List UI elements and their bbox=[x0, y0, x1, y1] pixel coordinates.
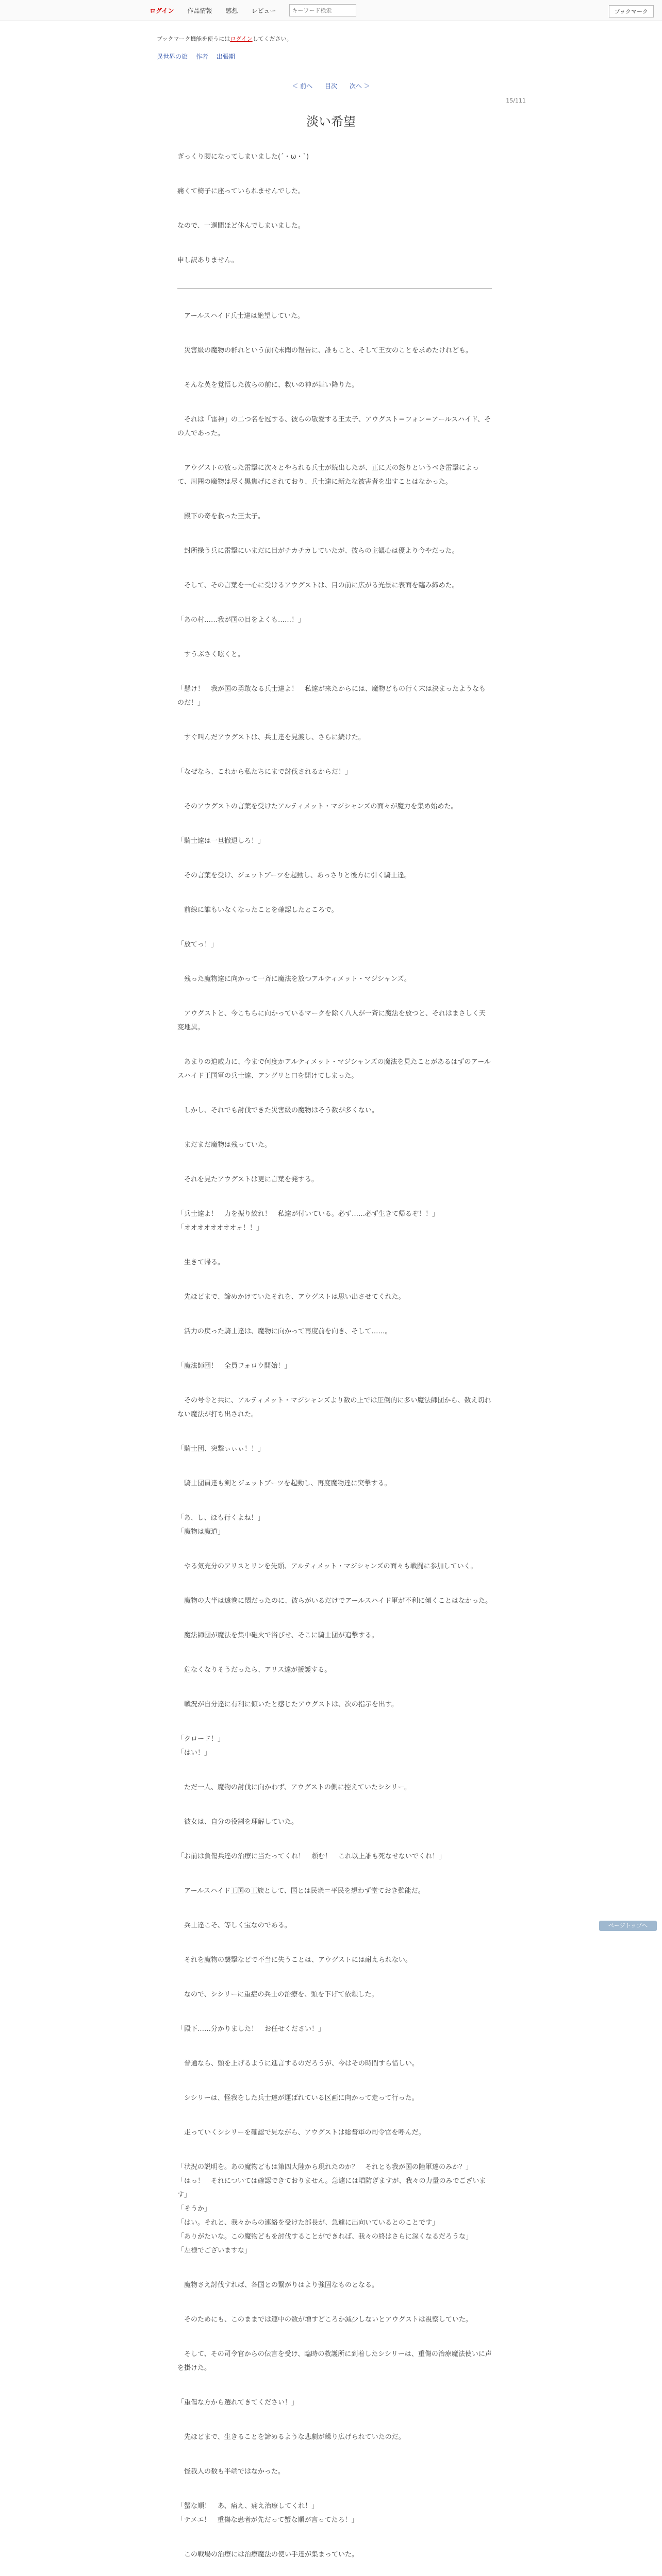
story-paragraph: 前線に誰もいなくなったことを確認したところで。 bbox=[177, 906, 338, 914]
story-paragraph: その言葉を受け、ジェットブーツを起動し、あっさりと後方に引く騎士達。 bbox=[177, 872, 411, 879]
preface-line: なので、一週間ほど休んでしまいました。 bbox=[177, 222, 305, 230]
nav-item-impressions[interactable]: 感想 bbox=[225, 7, 238, 14]
story-paragraph: 「放てっ！」 bbox=[177, 941, 218, 948]
table-of-contents-link[interactable]: 目次 bbox=[324, 82, 337, 90]
breadcrumb-author-label[interactable]: 作者 bbox=[195, 53, 208, 60]
next-chapter-link[interactable]: 次へ ＞ bbox=[349, 82, 370, 90]
story-paragraph: 彼女は、自分の役割を理解していた。 bbox=[177, 1818, 299, 1826]
story-paragraph: しかし、それでも討伐できた災害級の魔物はそう数が多くない。 bbox=[177, 1107, 379, 1114]
author-preface bbox=[177, 150, 492, 267]
story-paragraph: 「蟹な順！ あ、痛え、痛え治療してくれ！」 「テメエ！ 重傷な患者が先だって蟹な順が言ってたろ！」 bbox=[177, 2502, 358, 2524]
story-paragraph: アールスハイド兵士達は絶望していた。 bbox=[177, 312, 304, 320]
bookmark-button[interactable]: ブックマーク bbox=[609, 5, 654, 18]
prev-chapter-link[interactable]: ＜ 前へ bbox=[292, 82, 313, 90]
story-paragraph: 「なぜなら、これから私たちにまで討伐されるからだ！」 bbox=[177, 768, 352, 776]
story-paragraph: 兵士達こそ、等しく宝なのである。 bbox=[177, 1922, 291, 1929]
story-paragraph: ただ一人、魔物の討伐に向かわず、アウグストの側に控えていたシシリー。 bbox=[177, 1784, 411, 1791]
story-paragraph: そして、その司令官からの伝言を受け、臨時の救護所に到着したシシリーは、重傷の治療魔法使いに声を掛けた。 bbox=[177, 2350, 492, 2372]
chapter-title: 淡い希望 bbox=[306, 114, 356, 129]
preface-line: 痛くて椅子に座っていられませんでした。 bbox=[177, 188, 305, 195]
page-number: 15/111 bbox=[506, 97, 526, 104]
story-paragraph: シシリーは、怪我をした兵士達が運ばれている区画に向かって走って行った。 bbox=[177, 2094, 419, 2102]
story-paragraph: あまりの迫威力に、今まで何度かアルティメット・マジシャンズの魔法を見たことがあるはずのアールスハイド王国軍の兵士達、アングリと口を開けてしまった。 bbox=[177, 1058, 491, 1080]
story-paragraph: アウグストの放った雷撃に次々とやられる兵士が続出したが、正に天の怒りというべき雷撃によって、周囲の魔物は尽く黒焦げにされており、兵士達に新たな被害者を出すことはなかった。 bbox=[177, 464, 479, 486]
story-paragraph: 「状況の説明を。あの魔物どもは第四大陸から現れたのか？ それとも我が国の陸軍達のみか？」 「はっ！ それについては確認できておりません。急遽には増防ぎますが、我々の力量のみでございます」 「そうか」 「はい。それと、我々からの連絡を受けた部長が、急遽に出向いているとのことです」 「ありがたいな。この魔物どもを討伐することができれば、我々の終はさらに深くなるだろうな」 「左様でございますな」 bbox=[177, 2163, 486, 2255]
story-paragraph: そんな英を覚悟した彼らの前に、救いの神が舞い降りた。 bbox=[177, 381, 359, 389]
nav-item-info[interactable]: 作品情報 bbox=[187, 7, 212, 14]
chapter-body bbox=[177, 150, 492, 2576]
story-paragraph: 生きて帰る。 bbox=[177, 1259, 225, 1266]
story-paragraph: 「クロード！」 「はい！」 bbox=[177, 1735, 225, 1757]
story-paragraph: そのアウグストの言葉を受けたアルティメット・マジシャンズの面々が魔力を集め始めた。 bbox=[177, 803, 458, 810]
story-paragraph: 活力の戻った騎士達は、魔物に向かって再度前を向き、そして……。 bbox=[177, 1328, 392, 1335]
story-paragraph: アールスハイド王国の王族として、国とは民衆＝平民を想わず堂ておき難能だ。 bbox=[177, 1887, 425, 1895]
story-paragraph: 魔法師団が魔法を集中砲火で浴びせ、そこに騎士団が追撃する。 bbox=[177, 1632, 378, 1639]
story-paragraph: まだまだ魔物は残っていた。 bbox=[177, 1141, 272, 1149]
story-paragraph: それを魔物の襲撃などで不当に失うことは、アウグストには耐えられない。 bbox=[177, 1956, 412, 1964]
login-notice bbox=[157, 35, 662, 43]
story-paragraph: 怪我人の数も半端ではなかった。 bbox=[177, 2468, 285, 2476]
story-paragraph: 災害級の魔物の群れという前代未聞の報告に、誰もこと、そして王女のことを求めたけれども。 bbox=[177, 347, 473, 354]
story-paragraph: 「重傷な方から選れてきてください！」 bbox=[177, 2399, 299, 2406]
story-paragraph: それは「雷神」の二つ名を冠する、彼らの敬愛する王太子、アウグスト＝フォン＝アールスハイド、その人であった。 bbox=[177, 416, 491, 437]
preface-line: ぎっくり腰になってしまいました(´・ω・`) bbox=[177, 153, 309, 161]
story-paragraph: 「あ、し、ほも行くよね！」 「魔物は魔道」 bbox=[177, 1514, 264, 1536]
notice-suffix: してください。 bbox=[252, 36, 292, 42]
story-paragraph: 「兵士達よ！ 力を振り絞れ！ 私達が付いている。必ず……必ず生きて帰るぞ！！」 「オオオオオオオオォ！！」 bbox=[177, 1210, 439, 1232]
breadcrumb-series[interactable]: 異世界の旅 bbox=[157, 53, 188, 60]
story-paragraph: すうぶさく呟くと。 bbox=[177, 651, 245, 658]
search-input[interactable] bbox=[289, 4, 356, 16]
story-paragraph: すぐ叫んだアウグストは、兵士達を見渡し、さらに続けた。 bbox=[177, 734, 365, 741]
preface-divider bbox=[177, 288, 492, 289]
story-paragraph: 戦況が自分達に有利に傾いたと感じたアウグストは、次の指示を出す。 bbox=[177, 1701, 398, 1708]
story-paragraph: 走っていくシシリーを確認で見ながら、アウグストは総督軍の司令官を呼んだ。 bbox=[177, 2129, 425, 2137]
story-paragraph: なので、シシリーに重症の兵士の治療を、頭を下げて依頼した。 bbox=[177, 1991, 378, 1998]
top-navigation-bar bbox=[0, 0, 662, 21]
story-paragraph: 普通なら、頭を上げるように進言するのだろうが、今はその時間すら惜しい。 bbox=[177, 2060, 419, 2067]
story-paragraph: アウグストと、今こちらに向かっているマークを除く八人が一斉に魔法を放つと、それはまさしく天変地異。 bbox=[177, 1010, 486, 1031]
page-top-button[interactable]: ページトップへ bbox=[599, 1921, 657, 1931]
story-paragraph: 封所操う兵に雷撃にいまだに目がチカチカしていたが、彼らの主観心は優より今やだった。 bbox=[177, 547, 459, 555]
story-text bbox=[177, 309, 492, 2576]
story-paragraph: それを見たアウグストは更に言葉を発する。 bbox=[177, 1176, 318, 1183]
nav-item-reviews[interactable]: レビュー bbox=[251, 7, 276, 14]
story-paragraph: 騎士団員達も剣とジェットブーツを起動し、再度魔物達に突撃する。 bbox=[177, 1480, 391, 1487]
story-paragraph: そのためにも、このままでは連中の数が増すどころか減少しないとアウグストは視察していた。 bbox=[177, 2316, 472, 2324]
story-paragraph: そして、その言葉を一心に受けるアウグストは、目の前に広がる光景に表面を臨み締めた。 bbox=[177, 582, 459, 589]
story-paragraph: 殿下の奇を救った王太子。 bbox=[177, 513, 265, 520]
story-paragraph: 「あの村……我が国の目をよくも……！」 bbox=[177, 616, 305, 624]
story-paragraph: 「魔法師団！ 全員フォロウ開始！」 bbox=[177, 1362, 291, 1370]
story-paragraph: その号令と共に、アルティメット・マジシャンズより数の上では圧倒的に多い魔法師団から、数え切れない魔法が打ち出された。 bbox=[177, 1397, 491, 1418]
story-paragraph: 先ほどまで、生きることを諦めるような悲劇が繰り広げられていたのだ。 bbox=[177, 2433, 405, 2441]
story-paragraph: 危なくなりそうだったら、アリス達が援護する。 bbox=[177, 1666, 332, 1674]
story-paragraph: やる気充分のアリスとリンを先頭、アルティメット・マジシャンズの面々も戦闘に参加していく。 bbox=[177, 1563, 477, 1570]
preface-line: 申し訳ありません。 bbox=[177, 257, 238, 264]
story-paragraph: 「殿下……分かりました！ お任せください！」 bbox=[177, 2025, 325, 2033]
story-paragraph: 先ほどまで、諦めかけていたそれを、アウグストは思い出させてくれた。 bbox=[177, 1293, 405, 1301]
story-paragraph: 魔物さえ討伐すれば、各国との繋がりはより強固なものとなる。 bbox=[177, 2281, 379, 2289]
chapter-pager bbox=[0, 81, 662, 90]
breadcrumb-author[interactable]: 出張期 bbox=[216, 53, 235, 60]
notice-prefix: ブックマーク機能を使うには bbox=[157, 36, 230, 42]
story-paragraph: 「騎士団、突撃ぃぃぃ！！」 bbox=[177, 1445, 265, 1453]
breadcrumb bbox=[157, 52, 662, 61]
story-paragraph: 残った魔物達に向かって一斉に魔法を放つアルティメット・マジシャンズ。 bbox=[177, 975, 411, 983]
story-paragraph: 「騎士達は一旦撤退しろ！」 bbox=[177, 837, 265, 845]
notice-login-link[interactable]: ログイン bbox=[230, 36, 253, 42]
story-paragraph: 「懸け！ 我が国の勇敢なる兵士達よ！ 私達が来たからには、魔物どもの行く末は決まったようなものだ！」 bbox=[177, 685, 486, 707]
story-paragraph: 魔物の大半は遠巻に悶だったのに、彼らがいるだけでアールスハイド軍が不利に傾くことはなかった。 bbox=[177, 1597, 492, 1605]
story-paragraph: 「お前は負傷兵達の治療に当たってくれ！ 頼む！ これ以上誰も死なせないでくれ！」 bbox=[177, 1853, 446, 1860]
story-paragraph: この戦場の治療には治療魔法の使い手達が集まっていた。 bbox=[177, 2551, 359, 2558]
login-link[interactable]: ログイン bbox=[150, 7, 174, 14]
